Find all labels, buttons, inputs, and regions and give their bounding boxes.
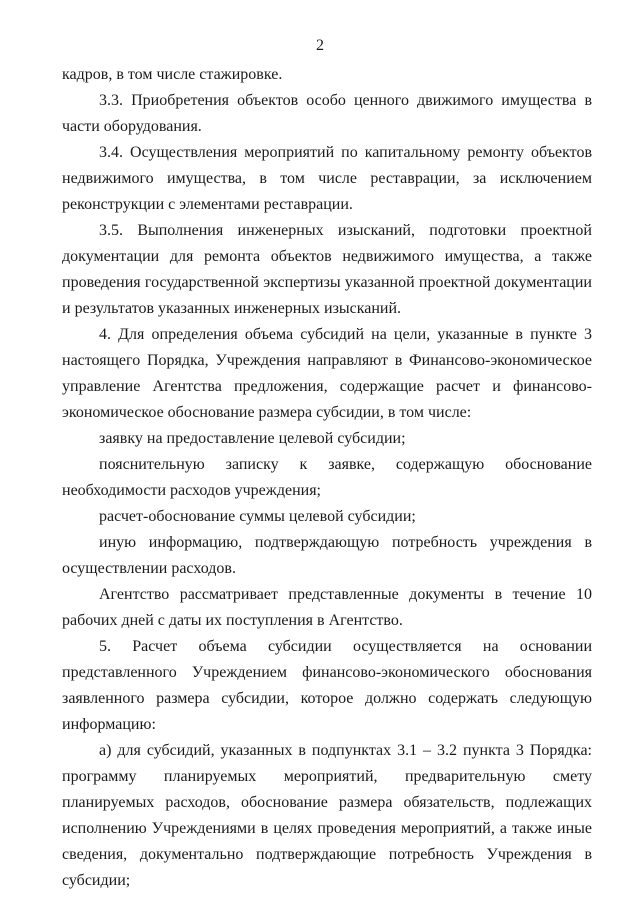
document-body xyxy=(62,62,592,894)
list-item-explanatory-note: пояснительную записку к заявке, содержащую обоснование необходимости расходов учреждения; xyxy=(62,456,592,499)
paragraph-3-3: 3.3. Приобретения объектов особо ценного движимого имущества в части оборудования. xyxy=(62,92,592,135)
list-item-calculation: расчет-обоснование суммы целевой субсидии; xyxy=(99,508,416,525)
paragraph-5-a: а) для субсидий, указанных в подпунктах 3.1 – 3.2 пункта 3 Порядка: программу планируемых мероприятий, предварительную смету планируемых расходов, обоснование размера обязательств, подлежащих исполнению Учреждениями в целях проведения мероприятий, а также иные сведения, документально подтверждающие потребность Учреждения в субсидии; xyxy=(62,742,592,889)
list-item-other-info: иную информацию, подтверждающую потребность учреждения в осуществлении расходов. xyxy=(62,534,592,577)
paragraph-continuation: кадров, в том числе стажировке. xyxy=(62,66,283,83)
paragraph-3-5: 3.5. Выполнения инженерных изысканий, подготовки проектной документации для ремонта объектов недвижимого имущества, а также проведения государственной экспертизы указанной проектной документации и результатов указанных инженерных изысканий. xyxy=(62,222,592,317)
paragraph-3-4: 3.4. Осуществления мероприятий по капитальному ремонту объектов недвижимого имущества, в том числе реставрации, за исключением реконструкции с элементами реставрации. xyxy=(62,144,592,213)
list-item-application: заявку на предоставление целевой субсидии; xyxy=(99,430,406,447)
page-number: 2 xyxy=(316,37,324,54)
paragraph-4: 4. Для определения объема субсидий на цели, указанные в пункте 3 настоящего Порядка, Учреждения направляют в Финансово-экономическое управление Агентства предложения, содержащие расчет и финансово-экономическое обоснование размера субсидии, в том числе: xyxy=(62,326,592,421)
paragraph-agency-review: Агентство рассматривает представленные документы в течение 10 рабочих дней с даты их поступления в Агентство. xyxy=(62,586,592,629)
paragraph-5: 5. Расчет объема субсидии осуществляется на основании представленного Учреждением финансово-экономического обоснования заявленного размера субсидии, которое должно содержать следующую информацию: xyxy=(62,638,592,733)
